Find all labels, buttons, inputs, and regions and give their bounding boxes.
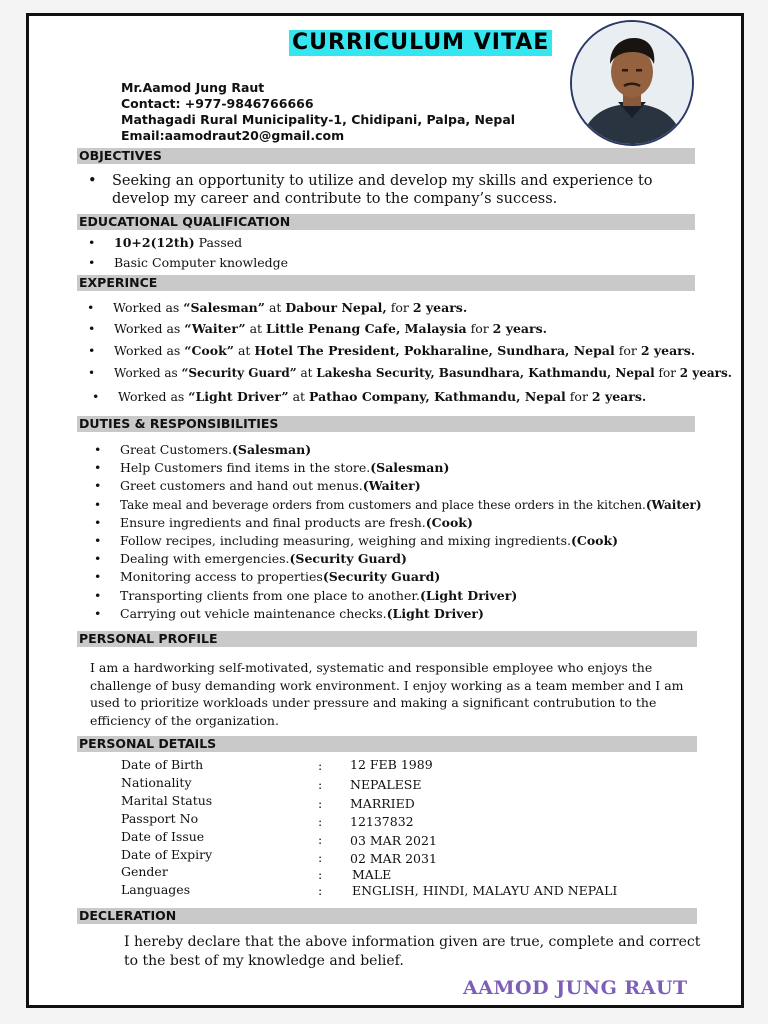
contact-address: Mathagadi Rural Municipality-1, Chidipani, Palpa, Nepal [121,112,516,127]
detail-label: Date of Expiry [121,847,213,862]
education-list [88,233,289,273]
detail-label: Date of Birth [121,757,204,772]
detail-label: Marital Status [121,793,213,808]
section-details: PERSONAL DETAILS [77,736,697,752]
experience-item: • Worked as “Security Guard” at Lakesha Security, Basundhara, Kathmandu, Nepal for 2 years. [88,366,732,380]
detail-separator: : [318,832,323,847]
detail-label: Gender [121,864,168,879]
section-declaration: DECLERATION [77,908,697,924]
duty-item: • Greet customers and hand out menus.(Waiter) [94,478,421,494]
profile-photo [570,20,694,146]
objective-text: Seeking an opportunity to utilize and develop my skills and experience to develop my career and contribute to the company’s success. [112,173,653,207]
detail-label: Languages [121,882,191,897]
duty-item: • Dealing with emergencies.(Security Guard) [94,551,407,567]
section-experience: EXPERINCE [77,275,695,291]
document-title: CURRICULUM VITAE [289,30,552,56]
education-item: • Basic Computer knowledge [88,255,289,270]
detail-separator: : [318,883,323,898]
detail-value: MARRIED [350,796,415,811]
detail-value: 03 MAR 2021 [350,833,437,848]
duty-item: • Take meal and beverage orders from customers and place these orders in the kitchen.(Waiter) [94,497,702,512]
contact-email: Email:aamodraut20@gmail.com [121,128,345,143]
objective-item [88,172,672,208]
duty-item: • Follow recipes, including measuring, weighing and mixing ingredients.(Cook) [94,533,619,549]
detail-separator: : [318,796,323,811]
detail-value: 12137832 [350,814,414,829]
detail-separator: : [318,777,323,792]
section-education: EDUCATIONAL QUALIFICATION [77,214,695,230]
declaration-paragraph: I hereby declare that the above information given are true, complete and correct to the best of my knowledge and belief. [124,934,701,969]
experience-item: • Worked as “Waiter” at Little Penang Cafe, Malaysia for 2 years. [88,321,548,336]
education-item: • 10+2(12th) Passed [88,235,243,250]
duty-item: • Great Customers.(Salesman) [94,442,312,457]
detail-value: 12 FEB 1989 [350,757,433,772]
duty-item: • Monitoring access to properties(Security Guard) [94,569,441,585]
contact-phone: Contact: +977-9846766666 [121,96,314,111]
profile-paragraph: I am a hardworking self-motivated, systematic and responsible employee who enjoys the challenge of busy demanding work environment. I enjoy working as a team member and I am used to prioritize workloads under pressure and making a significant contrubution to the efficiency of the organization. [90,660,684,728]
experience-item: • Worked as “Salesman” at Dabour Nepal, for 2 years. [87,300,468,315]
duty-item: • Help Customers find items in the store.(Salesman) [94,460,450,476]
detail-value: MALE [352,867,392,882]
duties-list [94,441,702,623]
signature-name: AAMOD JUNG RAUT [463,977,688,999]
detail-label: Nationality [121,775,192,790]
bullet: • [88,173,97,189]
experience-item: • Worked as “Cook” at Hotel The President, Pokharaline, Sundhara, Nepal for 2 years. [88,343,696,358]
candidate-name: Mr.Aamod Jung Raut [121,80,265,95]
detail-value: 02 MAR 2031 [350,851,437,866]
detail-value: ENGLISH, HINDI, MALAYU AND NEPALI [352,883,618,898]
detail-separator: : [318,850,323,865]
section-objectives: OBJECTIVES [77,148,695,164]
detail-separator: : [318,758,323,773]
section-profile: PERSONAL PROFILE [77,631,697,647]
experience-item: • Worked as “Light Driver” at Pathao Company, Kathmandu, Nepal for 2 years. [92,389,647,404]
detail-label: Passport No [121,811,199,826]
contact-block [121,80,515,144]
detail-separator: : [318,814,323,829]
person-portrait-icon [572,22,692,144]
detail-value: NEPALESE [350,777,422,792]
duty-item: • Ensure ingredients and final products are fresh.(Cook) [94,514,473,530]
detail-separator: : [318,867,323,882]
detail-label: Date of Issue [121,829,205,844]
duty-item: • Transporting clients from one place to another.(Light Driver) [94,587,518,603]
section-duties: DUTIES & RESPONSIBILITIES [77,416,695,432]
duty-item: • Carrying out vehicle maintenance checks.(Light Driver) [94,605,484,621]
